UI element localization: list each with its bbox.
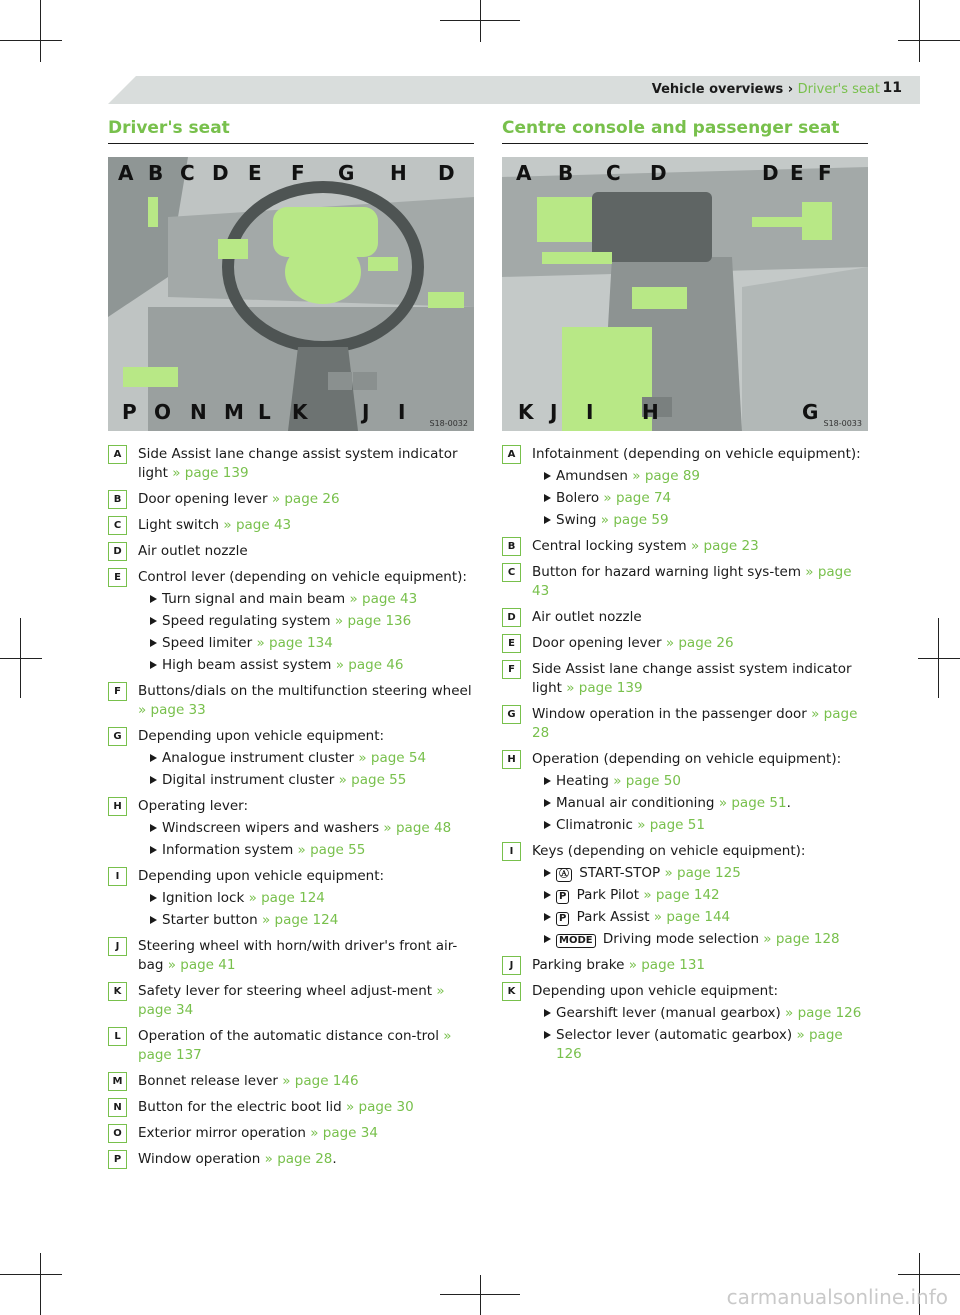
callout-label: A	[516, 161, 532, 185]
legend-text: Window operation	[138, 1151, 261, 1167]
key-icon: P	[556, 912, 569, 926]
callout-label: O	[154, 400, 172, 424]
legend-letter: I	[502, 842, 521, 861]
page-reference: » page 51	[637, 817, 705, 833]
subitem-text: Speed regulating system	[162, 613, 331, 629]
page-reference: » page 146	[282, 1073, 359, 1089]
page-reference: » page 136	[334, 613, 412, 629]
legend-letter: M	[108, 1072, 127, 1091]
subitem-text: Park Assist	[576, 909, 650, 925]
legend-subitem	[150, 889, 474, 908]
legend-subitem	[544, 816, 868, 835]
legend-sublist	[138, 889, 474, 930]
callout-label: D	[212, 161, 229, 185]
legend-letter: J	[502, 956, 521, 975]
centre-console-figure	[502, 157, 868, 431]
page-reference: » page 34	[310, 1125, 378, 1141]
callout-label: F	[291, 161, 305, 185]
page-reference: » page 26	[665, 635, 734, 651]
page-reference: » page 41	[167, 957, 236, 973]
legend-subitem	[544, 772, 868, 791]
key-icon: P	[556, 890, 569, 904]
crop-mark	[918, 658, 960, 659]
legend-item-i	[108, 867, 474, 930]
section-rule	[502, 143, 868, 144]
legend-letter: C	[108, 516, 127, 535]
legend-subitem	[150, 841, 474, 860]
crop-mark	[0, 40, 62, 41]
legend-item-e	[502, 634, 868, 653]
legend-sublist	[532, 1004, 868, 1064]
section-rule	[108, 143, 474, 144]
page-number: 11	[882, 80, 902, 96]
legend-text: Safety lever for steering wheel adjust-ment	[138, 983, 433, 999]
page-reference: » page 26	[271, 491, 340, 507]
legend-text: Bonnet release lever	[138, 1073, 278, 1089]
legend-subitem	[544, 511, 868, 530]
legend-subitem	[544, 1004, 868, 1023]
legend-letter: B	[108, 490, 127, 509]
page-reference: » page 30	[345, 1099, 414, 1115]
legend-subitem	[150, 749, 474, 768]
callout-label: B	[558, 161, 574, 185]
callout-label: E	[248, 161, 262, 185]
page-reference: » page 124	[248, 890, 325, 906]
page-reference: » page 131	[628, 957, 706, 973]
legend-letter: F	[108, 682, 127, 701]
legend-subitem	[544, 930, 868, 949]
legend-letter: E	[502, 634, 521, 653]
legend-letter: H	[108, 797, 127, 816]
legend-subitem	[150, 634, 474, 653]
figure-code: S18-0033	[823, 419, 862, 428]
callout-label: F	[818, 161, 832, 185]
legend-item-k	[502, 982, 868, 1064]
legend-sublist	[532, 864, 868, 949]
legend-item-g	[502, 705, 868, 743]
page-reference: » page 51	[718, 795, 787, 811]
page-reference: » page 55	[297, 842, 366, 858]
callout-label: H	[642, 400, 659, 424]
callout-label: A	[118, 161, 134, 185]
callout-label: H	[390, 161, 407, 185]
callout-label: G	[338, 161, 355, 185]
legend-sublist	[138, 590, 474, 675]
legend-text: Door opening lever	[138, 491, 268, 507]
subitem-text: Swing	[556, 512, 597, 528]
crop-mark	[480, 0, 481, 42]
legend-sublist	[138, 749, 474, 790]
legend-letter: K	[502, 982, 521, 1001]
legend-suffix: .	[332, 1151, 337, 1167]
legend-subitem	[544, 886, 868, 905]
watermark: carmanualsonline.info	[726, 1285, 948, 1309]
subitem-text: Park Pilot	[576, 887, 640, 903]
callout-label: K	[518, 400, 534, 424]
legend-subitem	[150, 911, 474, 930]
subitem-text: Digital instrument cluster	[162, 772, 335, 788]
legend-text: Side Assist lane change assist system indicator light	[532, 661, 852, 696]
legend-letter: F	[502, 660, 521, 679]
subitem-text: Gearshift lever (manual gearbox)	[556, 1005, 781, 1021]
centre-console-legend	[502, 445, 868, 1071]
page-reference: » page 28	[532, 706, 858, 741]
breadcrumb-current: Driver's seat	[797, 82, 880, 97]
callout-label: G	[802, 400, 819, 424]
legend-item-h	[108, 797, 474, 860]
subitem-text: Driving mode selection	[602, 931, 759, 947]
legend-text: Air outlet nozzle	[138, 543, 248, 559]
subitem-text: Amundsen	[556, 468, 628, 484]
page-reference: » page 43	[349, 591, 418, 607]
legend-letter: P	[108, 1150, 127, 1169]
page-reference: » page 43	[223, 517, 292, 533]
page-reference: » page 46	[335, 657, 404, 673]
callout-label: L	[258, 400, 271, 424]
legend-sublist	[532, 772, 868, 835]
crop-mark	[40, 0, 41, 62]
subitem-text: START-STOP	[579, 865, 661, 881]
legend-text: Central locking system	[532, 538, 687, 554]
legend-text: Light switch	[138, 517, 220, 533]
legend-item-l	[108, 1027, 474, 1065]
crop-mark	[919, 0, 920, 62]
legend-letter: D	[108, 542, 127, 561]
page-reference: » page 55	[338, 772, 407, 788]
legend-text: Button for hazard warning light sys-tem	[532, 564, 801, 580]
page-reference: » page 59	[600, 512, 669, 528]
legend-item-o	[108, 1124, 474, 1143]
legend-text: Exterior mirror operation	[138, 1125, 306, 1141]
legend-letter: D	[502, 608, 521, 627]
legend-text: Steering wheel with horn/with driver's front air-bag	[138, 938, 458, 973]
legend-letter: I	[108, 867, 127, 886]
legend-letter: K	[108, 982, 127, 1001]
crop-mark	[480, 1275, 481, 1315]
legend-item-j	[502, 956, 868, 975]
legend-letter: B	[502, 537, 521, 556]
key-icon: Ⓐ	[556, 868, 572, 882]
legend-letter: J	[108, 937, 127, 956]
figure-code: S18-0032	[429, 419, 468, 428]
page-reference: » page 128	[763, 931, 840, 947]
subitem-text: Analogue instrument cluster	[162, 750, 355, 766]
legend-text: Depending upon vehicle equipment:	[138, 868, 385, 884]
legend-text: Operation (depending on vehicle equipment):	[532, 751, 842, 767]
breadcrumb-section: Vehicle overviews	[651, 82, 784, 97]
legend-item-m	[108, 1072, 474, 1091]
page-reference: » page 126	[785, 1005, 862, 1021]
breadcrumb-separator: ›	[783, 82, 798, 97]
page-reference: » page 126	[556, 1027, 843, 1062]
page-reference: » page 43	[532, 564, 852, 599]
page-reference: » page 134	[256, 635, 333, 651]
legend-item-b	[502, 537, 868, 556]
legend-subitem	[150, 590, 474, 609]
drivers-seat-legend	[108, 445, 474, 1176]
crop-mark	[898, 1274, 960, 1275]
legend-item-f	[502, 660, 868, 698]
callout-label: J	[550, 400, 558, 424]
page-reference: » page 125	[664, 865, 741, 881]
callout-label: N	[190, 400, 207, 424]
subitem-text: Selector lever (automatic gearbox)	[556, 1027, 793, 1043]
callout-label: D	[438, 161, 455, 185]
legend-text: Operation of the automatic distance con-trol	[138, 1028, 439, 1044]
legend-item-d	[502, 608, 868, 627]
subitem-text: High beam assist system	[162, 657, 332, 673]
legend-subitem	[150, 819, 474, 838]
drivers-seat-figure	[108, 157, 474, 431]
legend-subitem	[150, 771, 474, 790]
page-reference: » page 34	[138, 983, 445, 1018]
callout-label: J	[362, 400, 370, 424]
callout-label: C	[606, 161, 621, 185]
callout-label: E	[790, 161, 804, 185]
callout-label: P	[122, 400, 137, 424]
legend-letter: G	[108, 727, 127, 746]
legend-text: Window operation in the passenger door	[532, 706, 807, 722]
subitem-text: Speed limiter	[162, 635, 253, 651]
page-reference: » page 139	[566, 680, 643, 696]
legend-subitem	[544, 864, 868, 883]
subitem-text: Bolero	[556, 490, 600, 506]
legend-item-b	[108, 490, 474, 509]
legend-item-d	[108, 542, 474, 561]
subitem-suffix: .	[786, 795, 791, 811]
page-reference: » page 137	[138, 1028, 452, 1063]
legend-letter: H	[502, 750, 521, 769]
legend-item-n	[108, 1098, 474, 1117]
legend-subitem	[544, 489, 868, 508]
subitem-text: Climatronic	[556, 817, 633, 833]
legend-text: Side Assist lane change assist system indicator light	[138, 446, 458, 481]
legend-letter: L	[108, 1027, 127, 1046]
legend-subitem	[544, 794, 868, 813]
subitem-text: Turn signal and main beam	[162, 591, 346, 607]
legend-item-k	[108, 982, 474, 1020]
legend-letter: A	[502, 445, 521, 464]
legend-text: Control lever (depending on vehicle equipment):	[138, 569, 467, 585]
legend-text: Infotainment (depending on vehicle equipment):	[532, 446, 861, 462]
page-reference: » page 50	[613, 773, 681, 789]
legend-text: Air outlet nozzle	[532, 609, 642, 625]
callout-label: I	[586, 400, 594, 424]
callout-label: D	[650, 161, 667, 185]
page-reference: » page 54	[358, 750, 427, 766]
legend-item-c	[108, 516, 474, 535]
callout-label: K	[292, 400, 308, 424]
legend-item-p	[108, 1150, 474, 1169]
legend-item-i	[502, 842, 868, 949]
subitem-text: Heating	[556, 773, 609, 789]
key-icon: MODE	[556, 934, 596, 948]
legend-item-j	[108, 937, 474, 975]
page-reference: » page 28	[264, 1151, 333, 1167]
crop-mark	[0, 658, 42, 659]
legend-subitem	[544, 467, 868, 486]
crop-mark	[440, 1294, 520, 1295]
legend-text: Depending upon vehicle equipment:	[532, 983, 779, 999]
page-reference: » page 124	[261, 912, 339, 928]
subitem-text: Manual air conditioning	[556, 795, 715, 811]
legend-text: Door opening lever	[532, 635, 662, 651]
subitem-text: Ignition lock	[162, 890, 245, 906]
legend-subitem	[544, 1026, 868, 1064]
legend-text: Buttons/dials on the multifunction steering wheel	[138, 683, 472, 699]
page-reference: » page 142	[643, 887, 720, 903]
legend-text: Keys (depending on vehicle equipment):	[532, 843, 806, 859]
page-reference: » page 139	[172, 465, 249, 481]
legend-subitem	[150, 656, 474, 675]
callout-label: C	[180, 161, 195, 185]
legend-item-h	[502, 750, 868, 835]
callout-label: B	[148, 161, 164, 185]
legend-sublist	[138, 819, 474, 860]
breadcrumb	[652, 82, 880, 97]
legend-subitem	[150, 612, 474, 631]
legend-item-e	[108, 568, 474, 675]
legend-item-c	[502, 563, 868, 601]
callout-label: M	[224, 400, 244, 424]
legend-item-f	[108, 682, 474, 720]
legend-letter: O	[108, 1124, 127, 1143]
legend-text: Depending upon vehicle equipment:	[138, 728, 385, 744]
crop-mark	[440, 20, 520, 21]
legend-item-a	[108, 445, 474, 483]
subitem-text: Starter button	[162, 912, 258, 928]
legend-letter: E	[108, 568, 127, 587]
legend-letter: C	[502, 563, 521, 582]
section-title-drivers-seat: Driver's seat	[108, 118, 230, 138]
page-reference: » page 48	[383, 820, 452, 836]
legend-letter: A	[108, 445, 127, 464]
callout-label: I	[398, 400, 406, 424]
crop-mark	[898, 40, 960, 41]
page-reference: » page 33	[138, 702, 206, 718]
legend-text: Parking brake	[532, 957, 625, 973]
page-reference: » page 89	[632, 468, 701, 484]
page-reference: » page 74	[603, 490, 672, 506]
page-reference: » page 23	[690, 538, 759, 554]
legend-letter: N	[108, 1098, 127, 1117]
crop-mark	[0, 1274, 62, 1275]
page-reference: » page 144	[653, 909, 731, 925]
legend-subitem	[544, 908, 868, 927]
legend-item-g	[108, 727, 474, 790]
subitem-text: Information system	[162, 842, 294, 858]
legend-text: Operating lever:	[138, 798, 248, 814]
legend-letter: G	[502, 705, 521, 724]
crop-mark	[40, 1253, 41, 1315]
section-title-centre-console: Centre console and passenger seat	[502, 118, 840, 138]
legend-sublist	[532, 467, 868, 530]
callout-label: D	[762, 161, 779, 185]
legend-text: Button for the electric boot lid	[138, 1099, 342, 1115]
subitem-text: Windscreen wipers and washers	[162, 820, 380, 836]
legend-item-a	[502, 445, 868, 530]
